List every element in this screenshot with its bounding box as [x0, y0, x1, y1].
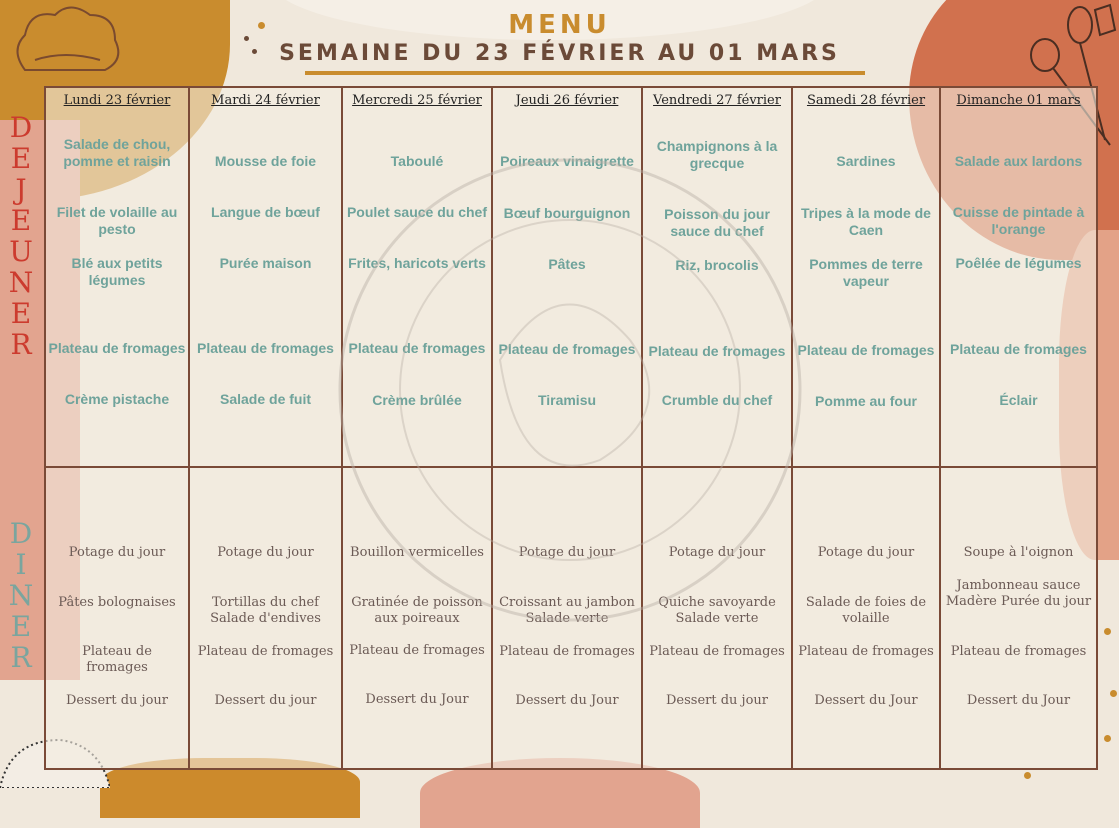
day-header: [493, 93, 641, 108]
lunch-dish: Pomme au four: [815, 393, 917, 409]
dinner-dish: Plateau de fromages: [950, 644, 1087, 659]
day-header: [941, 93, 1096, 108]
week-title: SEMAINE DU 23 FÉVRIER AU 01 MARS: [279, 41, 840, 66]
lunch-side-label: [6, 112, 36, 360]
decor-dot: [1104, 735, 1111, 742]
lunch-cell: [941, 88, 1096, 468]
lunch-cell: [493, 88, 643, 468]
lunch-dish: Salade aux lardons: [954, 153, 1083, 169]
dinner-dish: Dessert du Jour: [365, 692, 469, 707]
dinner-dish: Potage du jour: [817, 545, 915, 560]
lunch-dish: Taboulé: [390, 153, 444, 169]
decor-dot: [1024, 772, 1031, 779]
side-letter: J: [15, 173, 27, 206]
lunch-dish: Plateau de fromages: [48, 340, 186, 356]
menu-title: MENU: [508, 10, 611, 40]
dinner-dish: Dessert du Jour: [814, 693, 918, 708]
dinner-cell: [643, 468, 793, 768]
day-label: Samedi 28 février: [806, 93, 926, 108]
dinner-side-label: [6, 518, 36, 673]
side-letter: N: [8, 579, 34, 612]
day-header: [190, 93, 341, 108]
lunch-cell: [793, 88, 941, 468]
day-label: Mardi 24 février: [211, 93, 320, 108]
dinner-dish: Pâtes bolognaises: [58, 595, 176, 610]
dinner-dish: Plateau de fromages: [197, 644, 334, 659]
lunch-cell: [190, 88, 343, 468]
day-header: [46, 93, 188, 108]
dinner-dish: Plateau de fromages: [649, 644, 785, 659]
dinner-cell: [343, 468, 493, 768]
dinner-dish: Jambonneau sauce Madère Purée du jour: [945, 578, 1092, 609]
lunch-dish: Poisson du jour sauce du chef: [664, 206, 770, 239]
lunch-dish: Cuisse de pintade à l'orange: [952, 204, 1085, 237]
lunch-dish: Éclair: [999, 392, 1038, 408]
dinner-dish: Dessert du Jour: [515, 693, 619, 708]
lunch-dish: Crumble du chef: [661, 392, 773, 408]
lunch-dish: Blé aux petits légumes: [71, 255, 163, 288]
dinner-cell: [46, 468, 190, 768]
side-letter: E: [10, 297, 32, 330]
decor-dot: [1110, 690, 1117, 697]
lunch-dish: Poêlée de légumes: [955, 255, 1082, 271]
side-letter: D: [9, 111, 33, 144]
lunch-dish: Pâtes: [548, 256, 586, 272]
lunch-dish: Poireaux vinaigrette: [500, 153, 634, 169]
lunch-dish: Sardines: [836, 153, 896, 169]
dinner-dish: Plateau de fromages: [499, 644, 635, 659]
side-letter: R: [10, 641, 32, 674]
day-label: Lundi 23 février: [63, 93, 171, 108]
lunch-dish: Plateau de fromages: [197, 340, 334, 356]
dinner-cell: [190, 468, 343, 768]
dinner-dish: Quiche savoyarde Salade verte: [658, 595, 776, 626]
dinner-cell: [793, 468, 941, 768]
dinner-dish: Gratinée de poisson aux poireaux: [351, 595, 483, 626]
lunch-dish: Salade de fuit: [219, 391, 312, 407]
side-letter: N: [8, 266, 34, 299]
day-label: Jeudi 26 février: [515, 93, 619, 108]
side-letter: E: [10, 142, 32, 175]
menu-table: [44, 86, 1098, 770]
dinner-cell: [941, 468, 1096, 768]
lunch-dish: Mousse de foie: [214, 153, 317, 169]
title-underline: [305, 71, 865, 75]
lunch-dish: Poulet sauce du chef: [346, 204, 488, 220]
lunch-cell: [343, 88, 493, 468]
lunch-dish: Salade de chou, pomme et raisin: [63, 136, 171, 169]
lunch-dish: Crème pistache: [64, 391, 170, 407]
dinner-dish: Potage du jour: [68, 545, 166, 560]
lunch-dish: Bœuf bourguignon: [503, 205, 631, 221]
lunch-dish: Plateau de fromages: [797, 342, 935, 358]
day-label: Vendredi 27 février: [653, 93, 781, 108]
side-letter: R: [10, 328, 32, 361]
dinner-dish: Dessert du jour: [66, 693, 168, 708]
lunch-dish: Champignons à la grecque: [656, 138, 778, 171]
dinner-dish: Croissant au jambon Salade verte: [499, 595, 635, 626]
dinner-dish: Plateau de fromages: [82, 644, 152, 675]
dinner-dish: Soupe à l'oignon: [963, 545, 1074, 560]
day-label: Dimanche 01 mars: [956, 93, 1081, 108]
lunch-cell: [643, 88, 793, 468]
dinner-dish: Bouillon vermicelles: [350, 545, 484, 560]
dinner-cell: [493, 468, 643, 768]
side-letter: E: [10, 204, 32, 237]
lunch-dish: Plateau de fromages: [348, 340, 486, 356]
side-letter: D: [9, 517, 33, 550]
lunch-dish: Crème brûlée: [372, 392, 462, 408]
side-letter: E: [10, 610, 32, 643]
dinner-dish: Dessert du jour: [666, 693, 768, 708]
day-header: [343, 93, 491, 108]
lunch-dish: Frites, haricots verts: [348, 255, 486, 271]
dinner-dish: Potage du jour: [668, 545, 766, 560]
lunch-dish: Plateau de fromages: [950, 341, 1087, 357]
lunch-dish: Plateau de fromages: [498, 341, 636, 357]
header: [0, 10, 1119, 68]
lunch-dish: Filet de volaille au pesto: [56, 204, 178, 237]
day-label: Mercredi 25 février: [352, 93, 482, 108]
dinner-dish: Salade de foies de volaille: [805, 595, 927, 626]
lunch-dish: Tiramisu: [537, 392, 597, 408]
side-letter: U: [9, 235, 33, 268]
lunch-cell: [46, 88, 190, 468]
side-letter: I: [15, 548, 27, 581]
dinner-dish: Potage du jour: [217, 545, 314, 560]
decor-dot: [1104, 628, 1111, 635]
dinner-dish: Potage du jour: [518, 545, 616, 560]
dinner-dish: Dessert du Jour: [966, 693, 1071, 708]
lunch-dish: Riz, brocolis: [675, 257, 759, 273]
dinner-dish: Dessert du jour: [214, 693, 317, 708]
day-header: [793, 93, 939, 108]
lunch-dish: Pommes de terre vapeur: [809, 256, 923, 289]
lunch-dish: Plateau de fromages: [648, 343, 786, 359]
lunch-dish: Tripes à la mode de Caen: [801, 205, 931, 238]
lunch-dish: Langue de bœuf: [211, 204, 320, 220]
lunch-dish: Purée maison: [219, 255, 312, 271]
day-header: [643, 93, 791, 108]
dinner-dish: Tortillas du chef Salade d'endives: [210, 595, 321, 626]
dinner-dish: Plateau de fromages: [798, 644, 934, 659]
dinner-dish: Plateau de fromages: [349, 643, 485, 658]
